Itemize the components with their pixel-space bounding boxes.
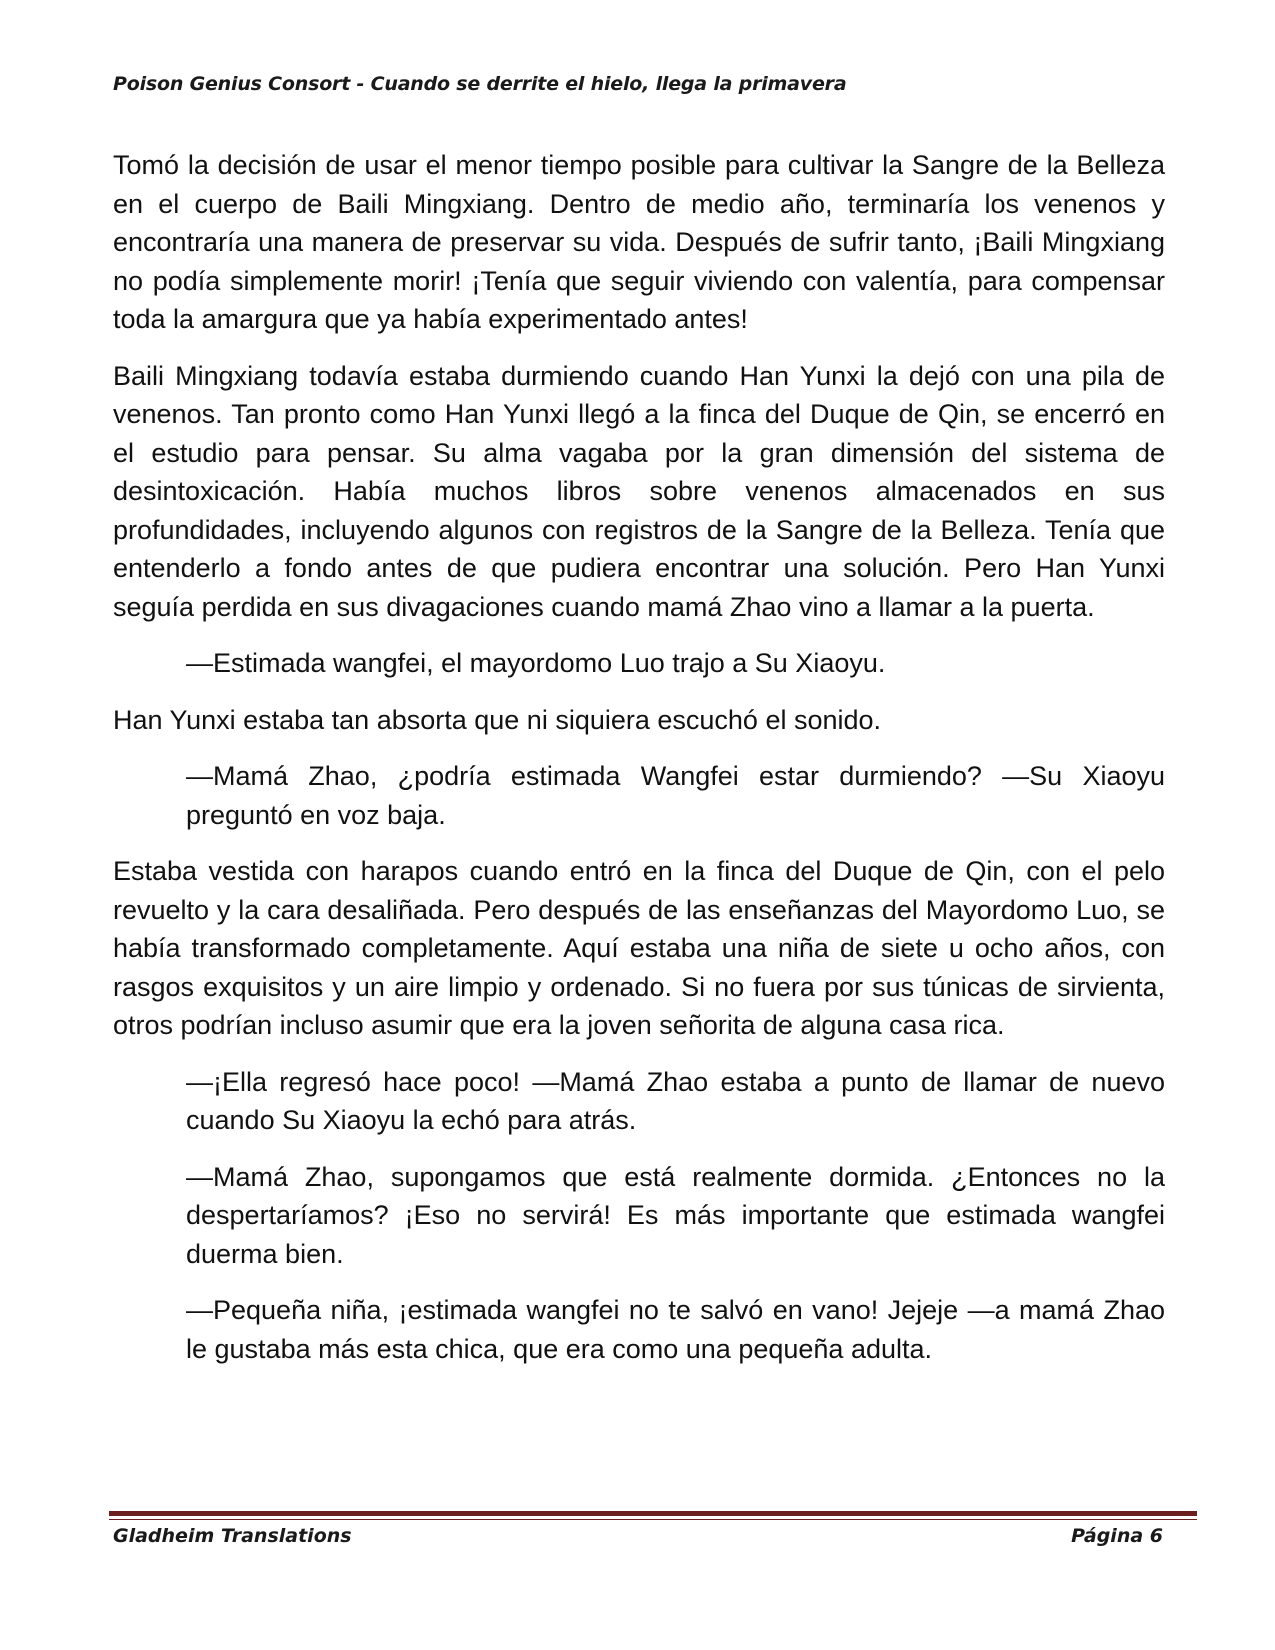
paragraph: Han Yunxi estaba tan absorta que ni siquiera escuchó el sonido. bbox=[113, 704, 882, 735]
footer-publisher: Gladheim Translations bbox=[113, 1525, 352, 1547]
dialog-paragraph: —Estimada wangfei, el mayordomo Luo trajo a Su Xiaoyu. bbox=[186, 648, 886, 678]
paragraph: Estaba vestida con harapos cuando entró en la finca del Duque de Qin, con el pelo revuelto y la cara desaliñada. Pero después de las enseñanzas del Mayordomo Luo, se había transformado completamente. Aquí estaba una niña de siete u ocho años, con rasgos exquisitos y un aire limpio y ordenado. Si no fuera por sus túnicas de sirvienta, otros podrían incluso asumir que era la joven señorita de alguna casa rica. bbox=[113, 856, 1165, 1040]
page-number: Página 6 bbox=[1071, 1525, 1163, 1547]
footer-divider bbox=[109, 1511, 1197, 1520]
dialog-paragraph: —¡Ella regresó hace poco! —Mamá Zhao estaba a punto de llamar de nuevo cuando Su Xiaoyu la echó para atrás. bbox=[186, 1066, 1165, 1135]
paragraph: Tomó la decisión de usar el menor tiempo posible para cultivar la Sangre de la Belleza en el cuerpo de Baili Mingxiang. Dentro de medio año, terminaría los venenos y encontraría una manera de preservar su vida. Después de sufrir tanto, ¡Baili Mingxiang no podía simplemente morir! ¡Tenía que seguir viviendo con valentía, para compensar toda la amargura que ya había experimentado antes! bbox=[113, 150, 1165, 334]
dialog-paragraph: —Mamá Zhao, supongamos que está realmente dormida. ¿Entonces no la despertaríamos? ¡Eso no servirá! Es más importante que estimada wangfei duerma bien. bbox=[186, 1161, 1165, 1269]
dialog-paragraph: —Mamá Zhao, ¿podría estimada Wangfei estar durmiendo? —Su Xiaoyu preguntó en voz baja. bbox=[186, 761, 1165, 830]
paragraph: Baili Mingxiang todavía estaba durmiendo cuando Han Yunxi la dejó con una pila de venenos. Tan pronto como Han Yunxi llegó a la finca del Duque de Qin, se encerró en el estudio para pensar. Su alma vagaba por la gran dimensión del sistema de desintoxicación. Había muchos libros sobre venenos almacenados en sus profundidades, incluyendo algunos con registros de la Sangre de la Belleza. Tenía que entenderlo a fondo antes de que pudiera encontrar una solución. Pero Han Yunxi seguía perdida en sus divagaciones cuando mamá Zhao vino a llamar a la puerta. bbox=[113, 360, 1165, 622]
footer-divider-thin bbox=[109, 1519, 1197, 1520]
page-header: Poison Genius Consort - Cuando se derrite el hielo, llega la primavera bbox=[113, 73, 847, 95]
page-body bbox=[113, 146, 1165, 1386]
footer-divider-thick bbox=[109, 1511, 1197, 1516]
dialog-paragraph: —Pequeña niña, ¡estimada wangfei no te salvó en vano! Jejeje —a mamá Zhao le gustaba más esta chica, que era como una pequeña adulta. bbox=[186, 1295, 1165, 1364]
